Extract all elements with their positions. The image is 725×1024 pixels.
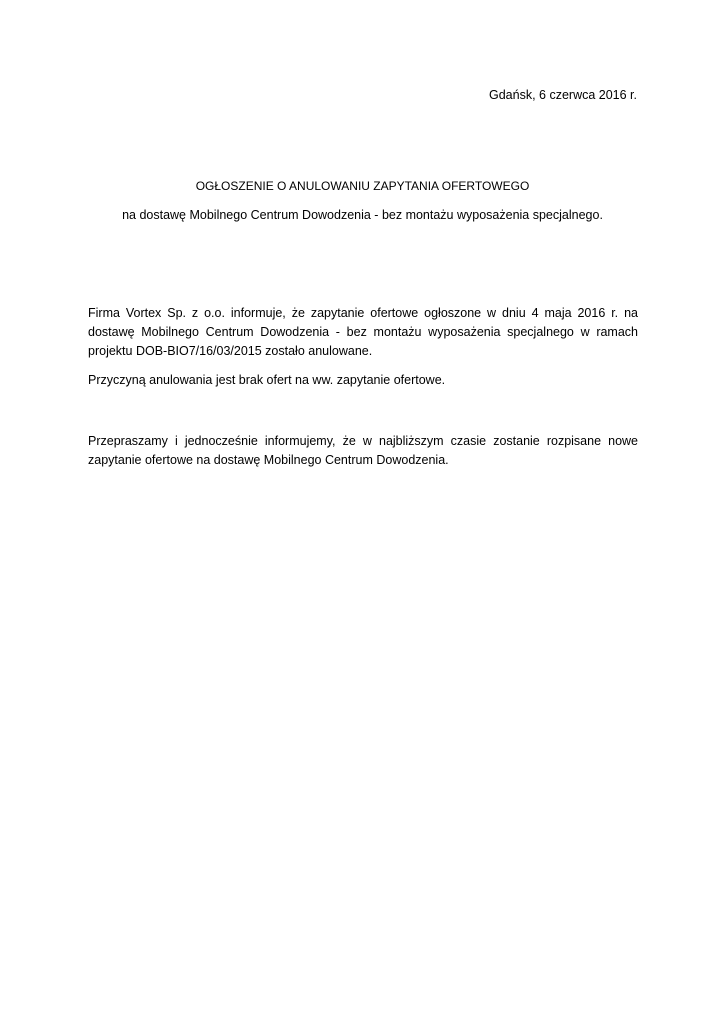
document-subtitle: na dostawę Mobilnego Centrum Dowodzenia - bez montażu wyposażenia specjalnego. <box>122 208 603 222</box>
paragraph-cancellation-notice: Firma Vortex Sp. z o.o. informuje, że zapytanie ofertowe ogłoszone w dniu 4 maja 2016 r. na dostawę Mobilnego Centrum Dowodzenia - bez montażu wyposażenia specjalnego w ramach projektu DOB-BIO7/16/03/2015 zostało anulowane. <box>88 306 638 358</box>
date-line: Gdańsk, 6 czerwca 2016 r. <box>489 88 637 102</box>
paragraph-reason: Przyczyną anulowania jest brak ofert na ww. zapytanie ofertowe. <box>88 373 446 387</box>
paragraph-apology: Przepraszamy i jednocześnie informujemy, że w najbliższym czasie zostanie rozpisane nowe zapytanie ofertowe na dostawę Mobilnego Centrum Dowodzenia. <box>88 434 638 467</box>
document-title: OGŁOSZENIE O ANULOWANIU ZAPYTANIA OFERTOWEGO <box>195 179 530 193</box>
